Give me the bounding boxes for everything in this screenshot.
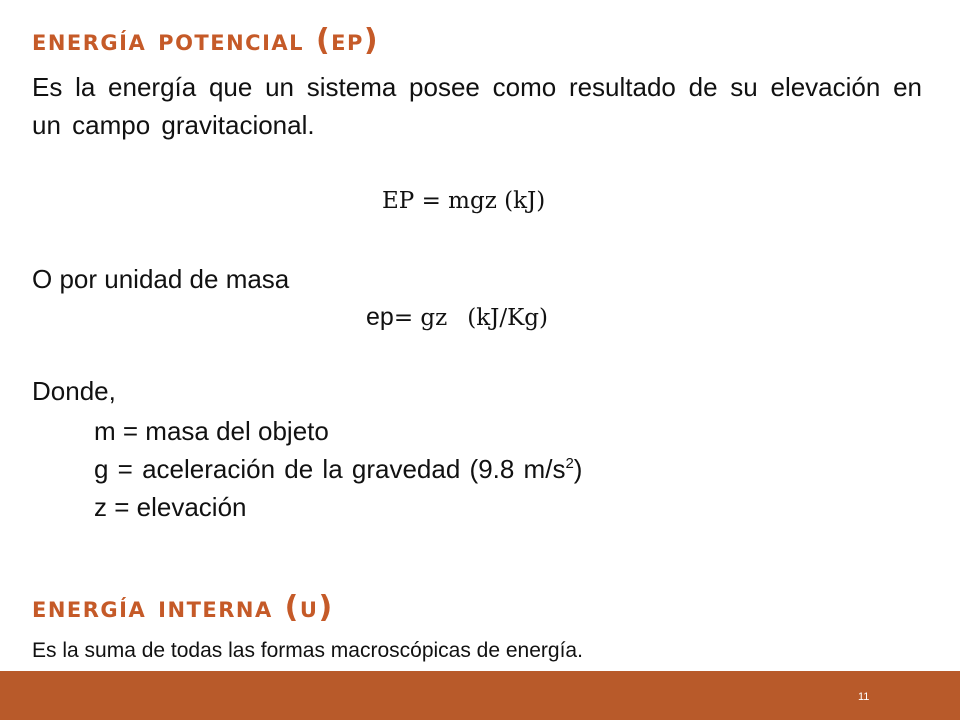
potential-energy-definition: Es la energía que un sistema posee como resultado de su elevación en un campo gravitacional.	[32, 72, 922, 140]
variable-g-definition	[94, 456, 582, 482]
section-heading-internal-energy: energía interna (u)	[32, 590, 334, 625]
section-heading-potential-energy: energía potencial (ep)	[32, 23, 380, 58]
variable-m-definition: m = masa del objeto	[94, 416, 329, 446]
per-mass-equation	[366, 303, 548, 332]
variable-z-definition: z = elevación	[94, 492, 247, 522]
per-mass-equation-lhs: ep	[366, 303, 394, 331]
variable-g-close: )	[573, 454, 583, 484]
where-label: Donde,	[32, 376, 116, 406]
footer-bar	[0, 671, 960, 720]
variable-g-exponent: 2	[565, 455, 574, 472]
per-mass-intro: O por unidad de masa	[32, 264, 290, 294]
page-number: 11	[858, 691, 870, 703]
variable-g-text: g = aceleración de la gravedad (9.8 m/s	[94, 454, 566, 484]
per-mass-equation-rhs: = gz	[393, 305, 448, 331]
internal-energy-definition: Es la suma de todas las formas macroscópicas de energía.	[32, 639, 583, 662]
per-mass-equation-unit: (kJ/Kg)	[467, 305, 549, 331]
potential-energy-equation: EP = mgz (kJ)	[382, 188, 546, 214]
